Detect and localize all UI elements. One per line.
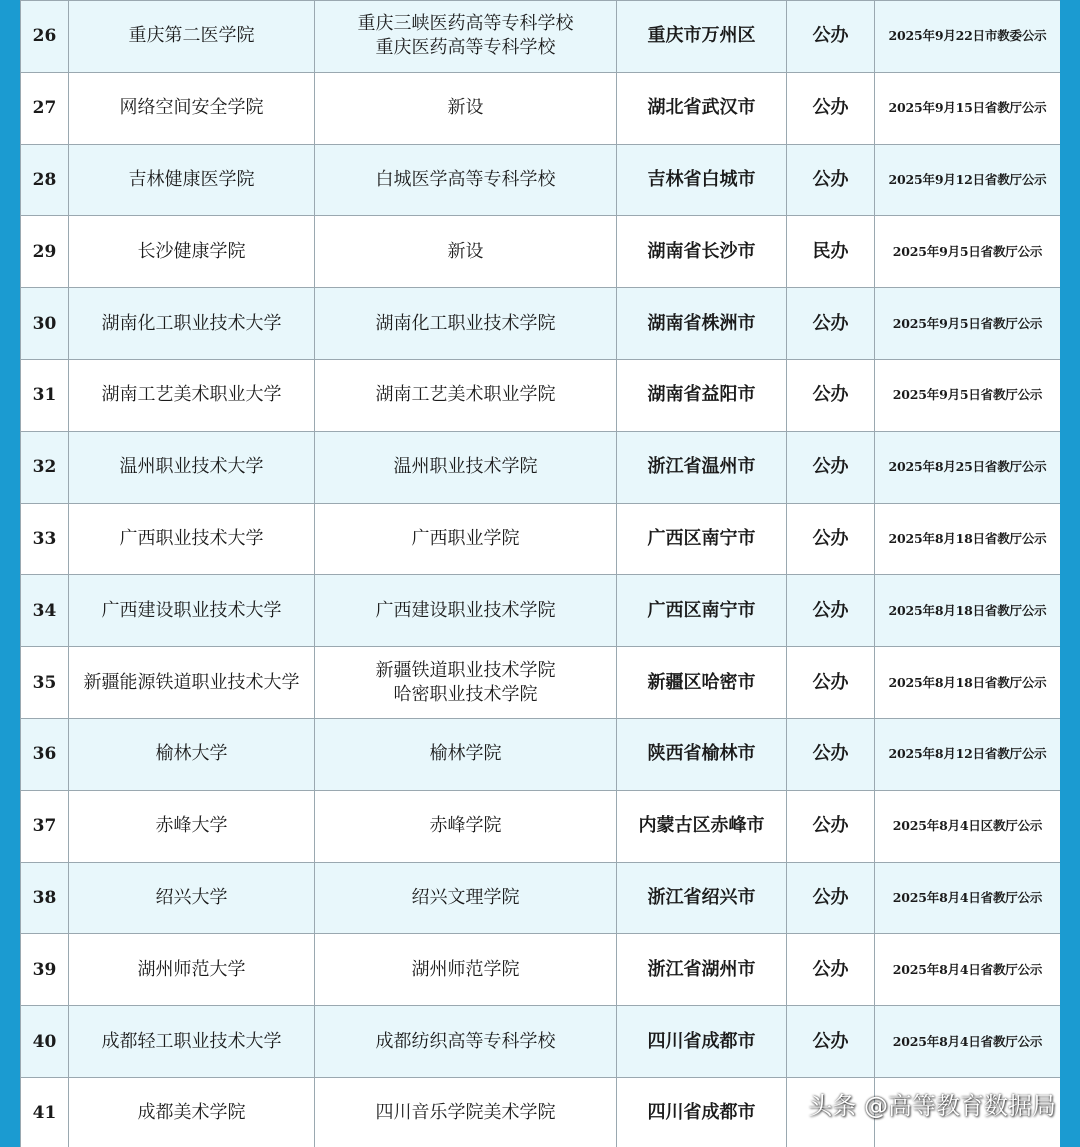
location: 浙江省湖州市: [617, 934, 787, 1006]
announcement-note: 2025年9月5日省教厅公示: [875, 216, 1061, 288]
announcement-note: 2025年8月18日省教厅公示: [875, 647, 1061, 719]
location: 湖南省益阳市: [617, 359, 787, 431]
original-institution: 成都纺织高等专科学校: [315, 1006, 617, 1078]
university-name: 重庆第二医学院: [69, 1, 315, 73]
original-institution-line: 哈密职业技术学院: [393, 683, 538, 705]
ownership-type: 公办: [787, 862, 875, 934]
university-name: 赤峰大学: [69, 790, 315, 862]
announcement-note: 2025年9月15日省教厅公示: [875, 72, 1061, 144]
university-table: [20, 0, 1060, 1147]
row-index: 27: [21, 72, 69, 144]
row-index: 37: [21, 790, 69, 862]
announcement-note: 2025年9月22日市教委公示: [875, 1, 1061, 73]
original-institution: 湖南工艺美术职业学院: [315, 359, 617, 431]
ownership-type: 公办: [787, 934, 875, 1006]
original-institution: 湖南化工职业技术学院: [315, 288, 617, 360]
location: 陕西省榆林市: [617, 718, 787, 790]
original-institution-line: 新疆铁道职业技术学院: [375, 659, 556, 681]
original-institution-line: 重庆医药高等专科学校: [375, 37, 556, 59]
location: 广西区南宁市: [617, 575, 787, 647]
location: 新疆区哈密市: [617, 647, 787, 719]
table-row: [21, 575, 1061, 647]
location: 内蒙古区赤峰市: [617, 790, 787, 862]
original-institution: 赤峰学院: [315, 790, 617, 862]
ownership-type: 公办: [787, 503, 875, 575]
table-row: [21, 934, 1061, 1006]
location: 湖北省武汉市: [617, 72, 787, 144]
location: 四川省成都市: [617, 1006, 787, 1078]
announcement-note: 2025年8月18日省教厅公示: [875, 575, 1061, 647]
table-row: [21, 144, 1061, 216]
row-index: 33: [21, 503, 69, 575]
ownership-type: 公办: [787, 359, 875, 431]
university-name: 广西职业技术大学: [69, 503, 315, 575]
ownership-type: 公办: [787, 1006, 875, 1078]
source-watermark: 头条 @高等教育数据局: [808, 1092, 1056, 1120]
row-index: 30: [21, 288, 69, 360]
ownership-type: 公办: [787, 1, 875, 73]
table-body: [21, 1, 1061, 1147]
location: 广西区南宁市: [617, 503, 787, 575]
ownership-type: 公办: [787, 575, 875, 647]
original-institution: 广西职业学院: [315, 503, 617, 575]
ownership-type: 公办: [787, 288, 875, 360]
university-name: 榆林大学: [69, 718, 315, 790]
row-index: 36: [21, 718, 69, 790]
original-institution: 新设: [315, 216, 617, 288]
announcement-note: 2025年8月4日省教厅公示: [875, 1006, 1061, 1078]
location: 湖南省株洲市: [617, 288, 787, 360]
row-index: 35: [21, 647, 69, 719]
row-index: 29: [21, 216, 69, 288]
original-institution: 温州职业技术学院: [315, 431, 617, 503]
row-index: 28: [21, 144, 69, 216]
university-table-panel: [20, 0, 1060, 1147]
university-name: 成都美术学院: [69, 1077, 315, 1147]
original-institution: 绍兴文理学院: [315, 862, 617, 934]
original-institution: 四川音乐学院美术学院: [315, 1077, 617, 1147]
location: 重庆市万州区: [617, 1, 787, 73]
ownership-type: 公办: [787, 790, 875, 862]
university-name: 吉林健康医学院: [69, 144, 315, 216]
ownership-type: 公办: [787, 431, 875, 503]
table-row: [21, 288, 1061, 360]
announcement-note: 2025年8月4日省教厅公示: [875, 934, 1061, 1006]
original-institution: [315, 647, 617, 719]
announcement-note: 2025年8月4日省教厅公示: [875, 862, 1061, 934]
university-name: 湖州师范大学: [69, 934, 315, 1006]
table-row: [21, 216, 1061, 288]
location: 湖南省长沙市: [617, 216, 787, 288]
announcement-note: 2025年8月12日省教厅公示: [875, 718, 1061, 790]
row-index: 32: [21, 431, 69, 503]
table-row: [21, 503, 1061, 575]
university-name: 绍兴大学: [69, 862, 315, 934]
announcement-note: 2025年8月18日省教厅公示: [875, 503, 1061, 575]
row-index: 26: [21, 1, 69, 73]
row-index: 40: [21, 1006, 69, 1078]
university-name: 湖南工艺美术职业大学: [69, 359, 315, 431]
original-institution: [315, 1, 617, 73]
ownership-type: 民办: [787, 216, 875, 288]
announcement-note: 2025年9月5日省教厅公示: [875, 288, 1061, 360]
table-row: [21, 1, 1061, 73]
ownership-type: 公办: [787, 718, 875, 790]
table-row: [21, 1006, 1061, 1078]
table-row: [21, 359, 1061, 431]
table-row: [21, 72, 1061, 144]
original-institution: 榆林学院: [315, 718, 617, 790]
ownership-type: 公办: [787, 647, 875, 719]
location: 四川省成都市: [617, 1077, 787, 1147]
ownership-type: 公办: [787, 144, 875, 216]
location: 吉林省白城市: [617, 144, 787, 216]
table-row: [21, 647, 1061, 719]
announcement-note: 2025年8月25日省教厅公示: [875, 431, 1061, 503]
table-row: [21, 790, 1061, 862]
table-row: [21, 718, 1061, 790]
row-index: 34: [21, 575, 69, 647]
university-name: 网络空间安全学院: [69, 72, 315, 144]
announcement-note: 2025年8月4日区教厅公示: [875, 790, 1061, 862]
ownership-type: 公办: [787, 72, 875, 144]
original-institution: 湖州师范学院: [315, 934, 617, 1006]
original-institution: 新设: [315, 72, 617, 144]
announcement-note: 2025年9月12日省教厅公示: [875, 144, 1061, 216]
original-institution: 广西建设职业技术学院: [315, 575, 617, 647]
row-index: 38: [21, 862, 69, 934]
location: 浙江省温州市: [617, 431, 787, 503]
university-name: 长沙健康学院: [69, 216, 315, 288]
university-name: 广西建设职业技术大学: [69, 575, 315, 647]
row-index: 31: [21, 359, 69, 431]
university-name: 湖南化工职业技术大学: [69, 288, 315, 360]
original-institution: 白城医学高等专科学校: [315, 144, 617, 216]
original-institution-line: 重庆三峡医药高等专科学校: [357, 13, 574, 35]
table-row: [21, 431, 1061, 503]
university-name: 温州职业技术大学: [69, 431, 315, 503]
location: 浙江省绍兴市: [617, 862, 787, 934]
table-row: [21, 862, 1061, 934]
row-index: 39: [21, 934, 69, 1006]
announcement-note: 2025年9月5日省教厅公示: [875, 359, 1061, 431]
university-name: 新疆能源铁道职业技术大学: [69, 647, 315, 719]
university-name: 成都轻工职业技术大学: [69, 1006, 315, 1078]
row-index: 41: [21, 1077, 69, 1147]
